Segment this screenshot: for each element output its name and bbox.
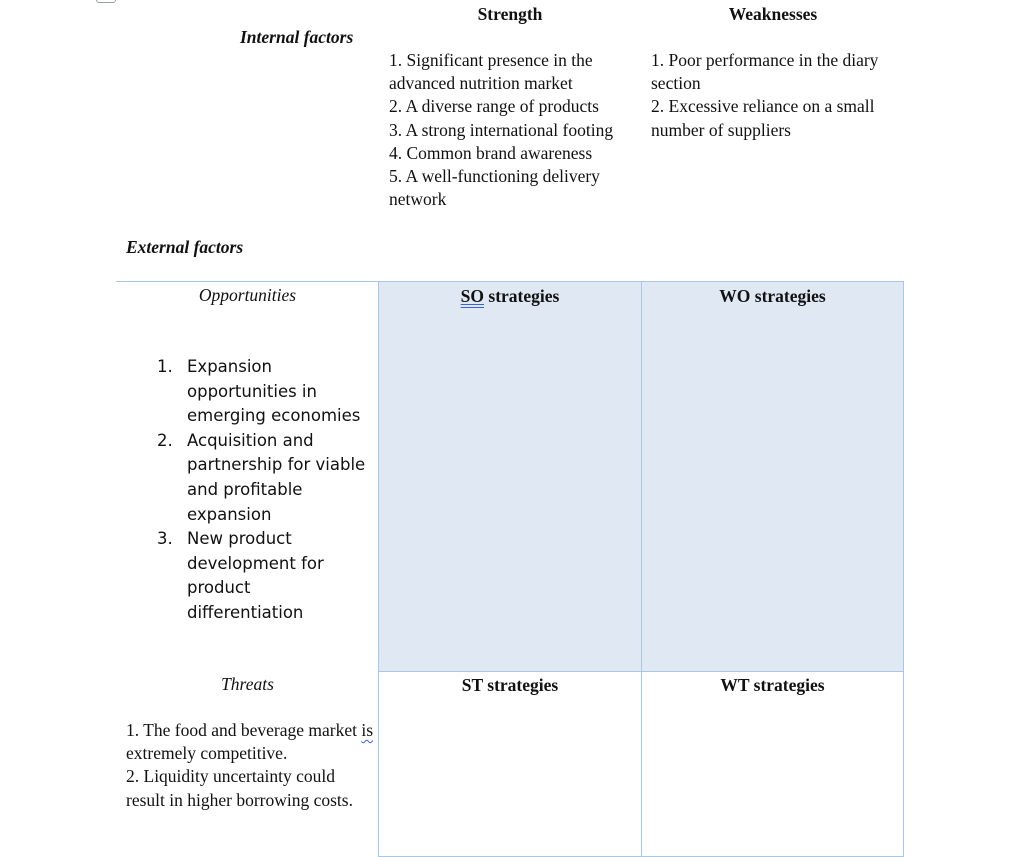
opportunity-item: 2. Acquisition and partnership for viable and profitable expansion bbox=[157, 430, 366, 524]
st-strategies-cell[interactable] bbox=[378, 671, 642, 857]
wt-strategies-cell[interactable] bbox=[641, 671, 904, 857]
weaknesses-heading: Weaknesses bbox=[728, 4, 818, 24]
internal-factors-label: Internal factors bbox=[240, 27, 354, 47]
threats-list bbox=[126, 719, 374, 812]
opportunities-heading: Opportunities bbox=[198, 285, 297, 305]
grid-top-rule bbox=[116, 281, 379, 282]
external-factors-label: External factors bbox=[126, 237, 244, 257]
opportunity-item: 3. New product development for product differentiation bbox=[157, 529, 324, 622]
so-flagged-word: SO bbox=[460, 286, 485, 306]
strength-item: 5. A well-functioning delivery network bbox=[389, 166, 600, 210]
so-strategies-heading: SO strategies bbox=[460, 286, 560, 306]
wo-strategies-cell[interactable] bbox=[641, 281, 904, 672]
weakness-item: 1. Poor performance in the diary section bbox=[651, 50, 879, 94]
strength-heading: Strength bbox=[477, 4, 543, 24]
wt-strategies-heading: WT strategies bbox=[720, 675, 825, 695]
st-strategies-heading: ST strategies bbox=[461, 675, 559, 695]
strength-item: 3. A strong international footing bbox=[389, 119, 614, 140]
opportunity-item: 1. Expansion opportunities in emerging economies bbox=[157, 357, 361, 426]
strength-item: 2. A diverse range of products bbox=[389, 96, 599, 117]
strengths-list bbox=[389, 49, 634, 211]
opportunities-list bbox=[157, 355, 372, 626]
weaknesses-list bbox=[651, 49, 886, 142]
wo-strategies-heading: WO strategies bbox=[719, 286, 826, 306]
threats-heading: Threats bbox=[221, 674, 274, 694]
threat-item: 1. The food and beverage market is extremely competitive. bbox=[126, 720, 374, 764]
weakness-item: 2. Excessive reliance on a small number of suppliers bbox=[651, 96, 875, 140]
so-strategies-cell[interactable] bbox=[378, 281, 642, 672]
flagged-word-is: is bbox=[361, 720, 374, 740]
strength-item: 1. Significant presence in the advanced nutrition market bbox=[389, 50, 593, 94]
page-corner-marker bbox=[96, 0, 116, 3]
strength-item: 4. Common brand awareness bbox=[389, 142, 593, 163]
threat-item: 2. Liquidity uncertainty could result in higher borrowing costs. bbox=[126, 766, 353, 810]
